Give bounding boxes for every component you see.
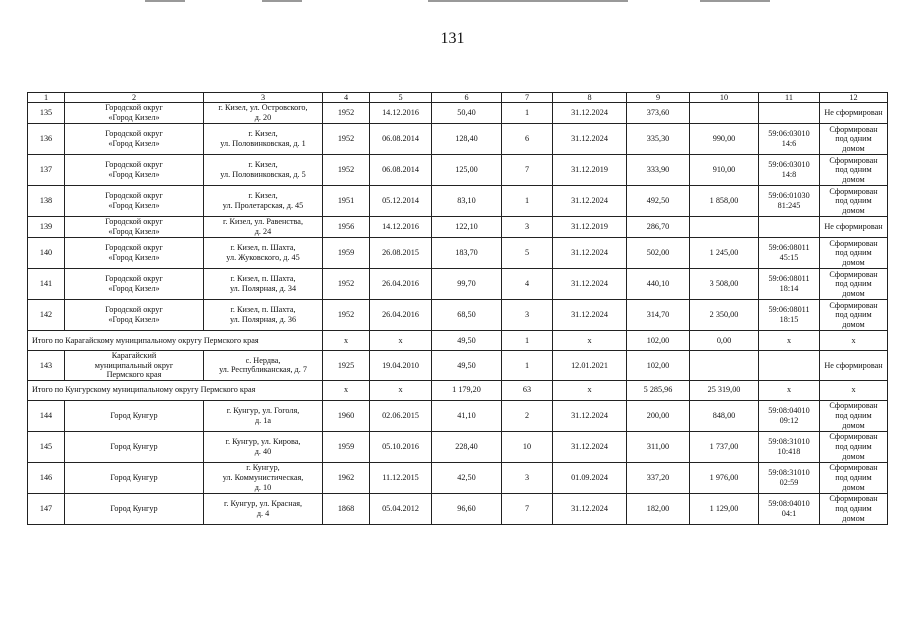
table-cell: 337,20	[627, 462, 690, 493]
table-cell: 59:08:04010 04:1	[759, 493, 820, 524]
table-cell: 1	[502, 103, 553, 124]
subtotal-cell: 1	[502, 331, 553, 351]
table-cell: Не сформирован	[820, 351, 888, 381]
subtotal-cell: х	[370, 380, 432, 400]
table-cell: г. Кунгур, ул. Красная, д. 4	[204, 493, 323, 524]
subtotal-cell: х	[323, 380, 370, 400]
table-cell: 910,00	[690, 155, 759, 186]
table-cell: 06.08.2014	[370, 124, 432, 155]
column-number-cell: 12	[820, 93, 888, 103]
table-cell: 31.12.2024	[553, 103, 627, 124]
subtotal-cell: 63	[502, 380, 553, 400]
table-row	[28, 400, 888, 431]
table-cell: 31.12.2024	[553, 300, 627, 331]
subtotal-cell: 102,00	[627, 331, 690, 351]
table-cell: 1	[502, 351, 553, 381]
table-cell: 135	[28, 103, 65, 124]
table-row	[28, 103, 888, 124]
table-row	[28, 462, 888, 493]
table-cell: 182,00	[627, 493, 690, 524]
table-row	[28, 124, 888, 155]
table-cell: 4	[502, 269, 553, 300]
table-cell: 492,50	[627, 186, 690, 217]
subtotal-cell: 0,00	[690, 331, 759, 351]
table-cell: 1952	[323, 155, 370, 186]
table-cell: 139	[28, 217, 65, 238]
table-cell	[759, 351, 820, 381]
table-cell: 99,70	[432, 269, 502, 300]
table-cell: 102,00	[627, 351, 690, 381]
table-cell: 42,50	[432, 462, 502, 493]
table-cell: 31.12.2019	[553, 217, 627, 238]
table-row	[28, 493, 888, 524]
subtotal-cell: х	[759, 380, 820, 400]
table-cell: 05.12.2014	[370, 186, 432, 217]
table-cell: 311,00	[627, 431, 690, 462]
table-cell: 1 976,00	[690, 462, 759, 493]
table-cell: 50,40	[432, 103, 502, 124]
table-cell: 59:06:03010 14:8	[759, 155, 820, 186]
table-cell: 142	[28, 300, 65, 331]
table-cell: г. Кизел, ул. Половинковская, д. 1	[204, 124, 323, 155]
table-cell: 1 737,00	[690, 431, 759, 462]
table-cell: 49,50	[432, 351, 502, 381]
table-cell: 990,00	[690, 124, 759, 155]
subtotal-label: Итого по Карагайскому муниципальному округу Пермского края	[28, 331, 323, 351]
table-cell: Городской округ «Город Кизел»	[65, 103, 204, 124]
subtotal-cell: х	[370, 331, 432, 351]
table-cell: 141	[28, 269, 65, 300]
table-cell: 14.12.2016	[370, 103, 432, 124]
table-cell: Не сформирован	[820, 103, 888, 124]
table-row	[28, 269, 888, 300]
column-number-cell: 9	[627, 93, 690, 103]
table-cell: 502,00	[627, 238, 690, 269]
table-cell: 31.12.2024	[553, 269, 627, 300]
table-cell: 31.12.2024	[553, 400, 627, 431]
table-cell: 31.12.2019	[553, 155, 627, 186]
table-cell: 3	[502, 300, 553, 331]
table-cell: 335,30	[627, 124, 690, 155]
subtotal-cell: 1 179,20	[432, 380, 502, 400]
table-cell: Город Кунгур	[65, 493, 204, 524]
table-cell: 14.12.2016	[370, 217, 432, 238]
table-cell: 06.08.2014	[370, 155, 432, 186]
table-cell: Городской округ «Город Кизел»	[65, 124, 204, 155]
table-body	[28, 93, 888, 525]
table-cell: 1956	[323, 217, 370, 238]
table-cell: Карагайский муниципальный округ Пермского края	[65, 351, 204, 381]
table-row	[28, 238, 888, 269]
table-cell: Сформирован под одним домом	[820, 124, 888, 155]
subtotal-label: Итого по Кунгурскому муниципальному округу Пермского края	[28, 380, 323, 400]
table-cell: 128,40	[432, 124, 502, 155]
table-row	[28, 351, 888, 381]
table-cell: г. Кизел, ул. Равенства, д. 24	[204, 217, 323, 238]
subtotal-cell: 49,50	[432, 331, 502, 351]
subtotal-cell: х	[323, 331, 370, 351]
table-cell: 1 858,00	[690, 186, 759, 217]
column-number-cell: 5	[370, 93, 432, 103]
table-cell	[759, 217, 820, 238]
column-number-cell: 3	[204, 93, 323, 103]
table-cell: Городской округ «Город Кизел»	[65, 269, 204, 300]
table-cell: 59:06:01030 81:245	[759, 186, 820, 217]
column-number-cell: 11	[759, 93, 820, 103]
table-cell: 1960	[323, 400, 370, 431]
table-cell: Сформирован под одним домом	[820, 431, 888, 462]
column-number-cell: 7	[502, 93, 553, 103]
table-cell: 1 129,00	[690, 493, 759, 524]
table-cell: 136	[28, 124, 65, 155]
table-cell: 31.12.2024	[553, 124, 627, 155]
table-cell: 59:06:08011 45:15	[759, 238, 820, 269]
table-cell: г. Кизел, ул. Пролетарская, д. 45	[204, 186, 323, 217]
table-cell: 6	[502, 124, 553, 155]
table-cell: г. Кизел, п. Шахта, ул. Полярная, д. 34	[204, 269, 323, 300]
table-cell: Сформирован под одним домом	[820, 155, 888, 186]
column-number-cell: 1	[28, 93, 65, 103]
table-cell: 1952	[323, 124, 370, 155]
table-cell: 146	[28, 462, 65, 493]
table-row	[28, 155, 888, 186]
table-cell: 2	[502, 400, 553, 431]
subtotal-cell: 5 285,96	[627, 380, 690, 400]
column-number-cell: 8	[553, 93, 627, 103]
table-cell: 68,50	[432, 300, 502, 331]
table-cell: 1 245,00	[690, 238, 759, 269]
table-cell: 440,10	[627, 269, 690, 300]
subtotal-row	[28, 380, 888, 400]
table-cell: 31.12.2024	[553, 238, 627, 269]
table-cell	[690, 103, 759, 124]
table-cell: 7	[502, 493, 553, 524]
table-row	[28, 186, 888, 217]
table-cell: 138	[28, 186, 65, 217]
table-cell: 1959	[323, 431, 370, 462]
table-cell: Городской округ «Город Кизел»	[65, 217, 204, 238]
table-cell: 143	[28, 351, 65, 381]
registry-table	[27, 92, 888, 525]
table-cell: 122,10	[432, 217, 502, 238]
table-cell: Городской округ «Город Кизел»	[65, 155, 204, 186]
table-cell: 137	[28, 155, 65, 186]
table-cell: 145	[28, 431, 65, 462]
subtotal-cell: 25 319,00	[690, 380, 759, 400]
table-cell: г. Кизел, ул. Островского, д. 20	[204, 103, 323, 124]
table-cell: г. Кунгур, ул. Коммунистическая, д. 10	[204, 462, 323, 493]
table-cell: г. Кунгур, ул. Гоголя, д. 1а	[204, 400, 323, 431]
table-cell: 96,60	[432, 493, 502, 524]
column-number-cell: 10	[690, 93, 759, 103]
table-cell: Сформирован под одним домом	[820, 269, 888, 300]
subtotal-cell: х	[553, 331, 627, 351]
table-cell	[759, 103, 820, 124]
table-cell	[690, 217, 759, 238]
top-scan-marks	[0, 0, 905, 4]
table-cell: 125,00	[432, 155, 502, 186]
table-cell: 286,70	[627, 217, 690, 238]
table-cell: 1868	[323, 493, 370, 524]
table-cell: 5	[502, 238, 553, 269]
table-cell: Городской округ «Город Кизел»	[65, 300, 204, 331]
table-cell: 1959	[323, 238, 370, 269]
table-cell: 314,70	[627, 300, 690, 331]
table-row	[28, 217, 888, 238]
table-cell: 26.04.2016	[370, 300, 432, 331]
table-cell: 26.08.2015	[370, 238, 432, 269]
table-cell: Сформирован под одним домом	[820, 400, 888, 431]
table-cell: 31.12.2024	[553, 493, 627, 524]
subtotal-cell: х	[759, 331, 820, 351]
table-cell: 3	[502, 462, 553, 493]
table-cell: Город Кунгур	[65, 400, 204, 431]
table-cell: 05.04.2012	[370, 493, 432, 524]
table-cell: 200,00	[627, 400, 690, 431]
table-cell: 1962	[323, 462, 370, 493]
table-cell: 147	[28, 493, 65, 524]
column-number-cell: 2	[65, 93, 204, 103]
table-cell: Городской округ «Город Кизел»	[65, 238, 204, 269]
table-cell: Сформирован под одним домом	[820, 238, 888, 269]
table-cell: 3 508,00	[690, 269, 759, 300]
table-cell: 373,60	[627, 103, 690, 124]
table-cell: 333,90	[627, 155, 690, 186]
table-cell: 02.06.2015	[370, 400, 432, 431]
table-cell: Город Кунгур	[65, 462, 204, 493]
table-cell: г. Кизел, п. Шахта, ул. Полярная, д. 36	[204, 300, 323, 331]
table-cell: Не сформирован	[820, 217, 888, 238]
table-cell: Сформирован под одним домом	[820, 493, 888, 524]
table-cell: 59:06:08011 18:14	[759, 269, 820, 300]
table-cell: 59:08:04010 09:12	[759, 400, 820, 431]
table-cell: 11.12.2015	[370, 462, 432, 493]
subtotal-row	[28, 331, 888, 351]
table-cell: 140	[28, 238, 65, 269]
column-number-row	[28, 93, 888, 103]
table-cell: Сформирован под одним домом	[820, 300, 888, 331]
table-cell: 1952	[323, 300, 370, 331]
table-cell: 31.12.2024	[553, 186, 627, 217]
table-cell: Городской округ «Город Кизел»	[65, 186, 204, 217]
column-number-cell: 6	[432, 93, 502, 103]
table-cell: 2 350,00	[690, 300, 759, 331]
subtotal-cell: х	[820, 331, 888, 351]
table-cell: 1951	[323, 186, 370, 217]
table-cell: 59:08:31010 02:59	[759, 462, 820, 493]
table-cell: 7	[502, 155, 553, 186]
table-cell: 59:06:03010 14:6	[759, 124, 820, 155]
column-number-cell: 4	[323, 93, 370, 103]
table-row	[28, 431, 888, 462]
table-cell: 05.10.2016	[370, 431, 432, 462]
table-row	[28, 300, 888, 331]
table-cell: 26.04.2016	[370, 269, 432, 300]
table-cell: 01.09.2024	[553, 462, 627, 493]
table-cell: 59:08:31010 10:418	[759, 431, 820, 462]
table-cell: 183,70	[432, 238, 502, 269]
page-number: 131	[440, 30, 465, 47]
table-cell: 41,10	[432, 400, 502, 431]
table-cell: г. Кизел, ул. Половинковская, д. 5	[204, 155, 323, 186]
table-cell: 228,40	[432, 431, 502, 462]
table-cell: г. Кизел, п. Шахта, ул. Жуковского, д. 45	[204, 238, 323, 269]
table-cell: Сформирован под одним домом	[820, 186, 888, 217]
table-cell: г. Кунгур, ул. Кирова, д. 40	[204, 431, 323, 462]
subtotal-cell: х	[553, 380, 627, 400]
table-cell: 1952	[323, 269, 370, 300]
table-cell: 59:06:08011 18:15	[759, 300, 820, 331]
table-cell: 848,00	[690, 400, 759, 431]
table-cell: 19.04.2010	[370, 351, 432, 381]
table-cell: 12.01.2021	[553, 351, 627, 381]
table-cell: 3	[502, 217, 553, 238]
table-cell: 31.12.2024	[553, 431, 627, 462]
table-cell: 10	[502, 431, 553, 462]
table-cell	[690, 351, 759, 381]
table-cell: Город Кунгур	[65, 431, 204, 462]
subtotal-cell: х	[820, 380, 888, 400]
table-cell: 83,10	[432, 186, 502, 217]
table-cell: 1	[502, 186, 553, 217]
table-cell: 144	[28, 400, 65, 431]
table-cell: с. Нердва, ул. Республиканская, д. 7	[204, 351, 323, 381]
table-cell: Сформирован под одним домом	[820, 462, 888, 493]
table-cell: 1952	[323, 103, 370, 124]
table-cell: 1925	[323, 351, 370, 381]
